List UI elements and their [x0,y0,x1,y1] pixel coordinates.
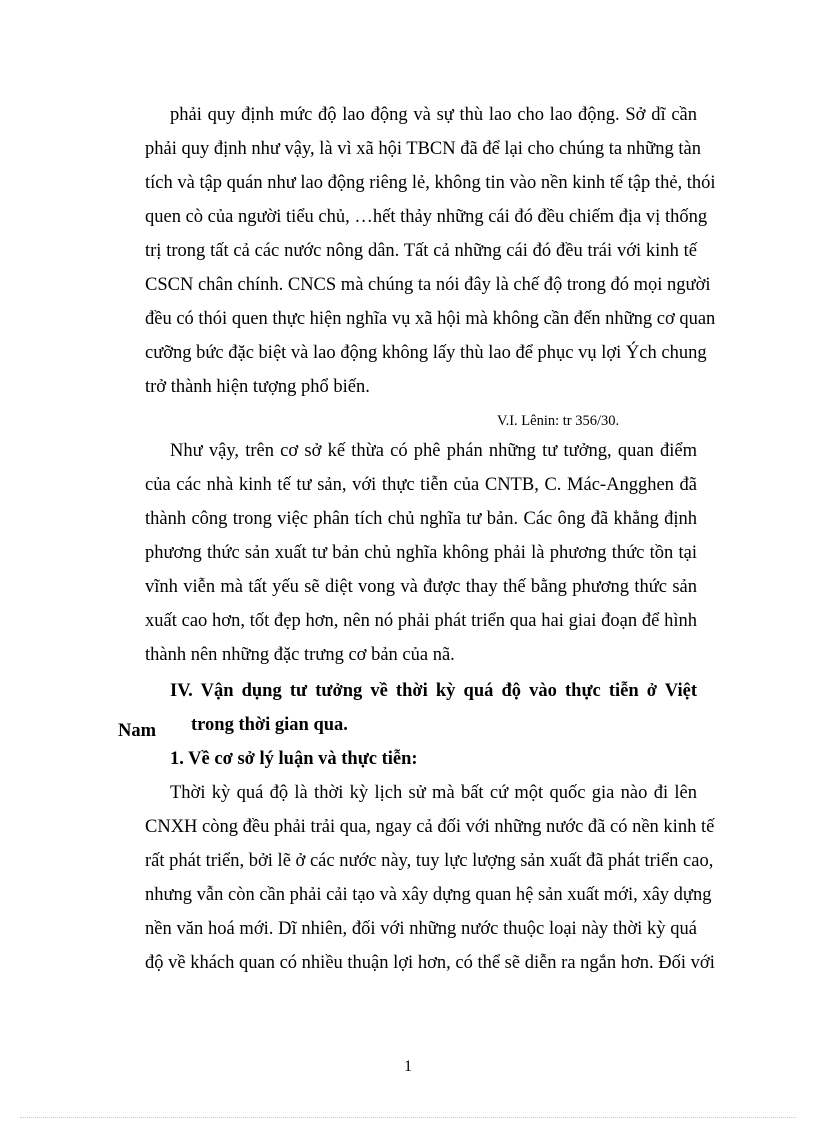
paragraph-1-line: phải quy định như vậy, là vì xã hội TBCN đã để lại cho chúng ta những tàn [145,139,701,159]
page-number: 1 [404,1058,412,1075]
paragraph-3-line: nền văn hoá mới. Dĩ nhiên, đối với những nước thuộc loại này thời kỳ quá [145,919,697,939]
section-heading: IV. Vận dụng tư tưởng về thời kỳ quá độ vào thực tiễn ở Việt [170,681,697,701]
paragraph-1-line: trị trong tất cả các nước nông dân. Tất cả những cái đó đều trái với kinh tế [145,241,697,261]
citation: V.I. Lênin: tr 356/30. [497,413,620,429]
paragraph-1-line: cưỡng bức đặc biệt và lao động không lấy thù lao để phục vụ lợi Ých chung [145,343,707,363]
paragraph-3-line: nhưng vẫn còn cần phải cải tạo và xây dựng quan hệ sản xuất mới, xây dựng [145,885,712,905]
section-heading-continuation: trong thời gian qua. [191,715,348,735]
page-bottom-divider [20,1117,796,1118]
paragraph-1-line: quen cò của người tiểu chủ, …hết thảy những cái đó đều chiếm địa vị thống [145,207,708,227]
section-heading-nam: Nam [118,721,157,741]
paragraph-2-line: thành công trong việc phân tích chủ nghĩa tư bản. Các ông đã khẳng định [145,509,697,529]
paragraph-3-line: độ về khách quan có nhiều thuận lợi hơn, có thể sẽ diễn ra ngắn hơn. Đối với [145,953,715,973]
paragraph-2-line: của các nhà kinh tế tư sản, với thực tiễn của CNTB, C. Mác-Angghen đã [145,475,697,495]
paragraph-1-line: trở thành hiện tượng phổ biến. [145,377,370,397]
paragraph-2-line: thành nên những đặc trưng cơ bản của nã. [145,645,455,665]
paragraph-1-line: đều có thói quen thực hiện nghĩa vụ xã hội mà không cần đến những cơ quan [145,309,716,329]
paragraph-2-line: vĩnh viễn mà tất yếu sẽ diệt vong và được thay thế bằng phương thức sản [145,577,697,597]
paragraph-3-line: Thời kỳ quá độ là thời kỳ lịch sử mà bất cứ một quốc gia nào đi lên [170,783,697,803]
paragraph-1-line: CSCN chân chính. CNCS mà chúng ta nói đây là chế độ trong đó mọi người [145,275,711,295]
paragraph-2-line: xuất cao hơn, tốt đẹp hơn, nên nó phải phát triển qua hai giai đoạn để hình [145,611,697,631]
paragraph-2-line: Như vậy, trên cơ sở kế thừa có phê phán những tư tưởng, quan điểm [170,441,697,461]
paragraph-3-line: CNXH còng đều phải trải qua, ngay cả đối với những nước đã có nền kinh tế [145,817,715,837]
paragraph-3-line: rất phát triển, bởi lẽ ở các nước này, tuy lực lượng sản xuất đã phát triển cao, [145,851,714,871]
paragraph-1-line: tích và tập quán như lao động riêng lẻ, không tin vào nền kinh tế tập thẻ, thói [145,173,716,193]
subsection-heading: 1. Về cơ sở lý luận và thực tiễn: [170,749,418,769]
paragraph-1-line: phải quy định mức độ lao động và sự thù lao cho lao động. Sở dĩ cần [170,105,697,125]
paragraph-2-line: phương thức sản xuất tư bản chủ nghĩa không phải là phương thức tồn tại [145,543,697,563]
